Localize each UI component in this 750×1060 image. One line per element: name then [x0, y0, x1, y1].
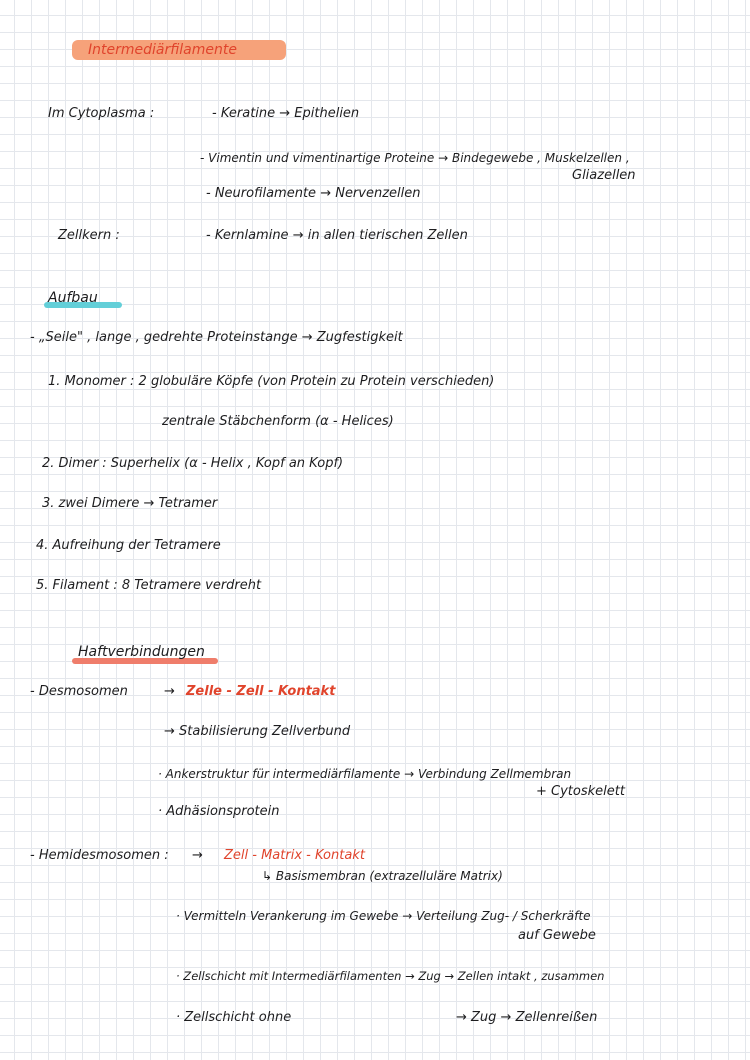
kernlamine-line: - Kernlamine → in allen tierischen Zellen: [206, 228, 468, 243]
ankerstruktur-line: · Ankerstruktur für intermediärfilamente → Verbindung Zellmembran: [158, 767, 572, 781]
page-title: Intermediärfilamente: [88, 42, 237, 58]
vermitteln-line: · Vermitteln Verankerung im Gewebe → Verteilung Zug- / Scherkräfte: [176, 909, 591, 923]
basismembran-line: ↳ Basismembran (extrazelluläre Matrix): [262, 869, 503, 883]
step1-sub-line: zentrale Stäbchenform (α - Helices): [162, 414, 394, 429]
neuro-line: - Neurofilamente → Nervenzellen: [206, 186, 421, 201]
schicht-ohne-line: · Zellschicht ohne: [176, 1010, 292, 1025]
cytoplasm-label: Im Cytoplasma :: [48, 106, 155, 121]
stabilisierung-line: → Stabilisierung Zellverbund: [164, 724, 351, 739]
cytoskelett-line: + Cytoskelett: [536, 784, 625, 799]
seile-line: - „Seile" , lange , gedrehte Proteinstange → Zugfestigkeit: [30, 330, 403, 345]
gewebe-line: auf Gewebe: [518, 928, 596, 943]
keratine-line: - Keratine → Epithelien: [212, 106, 360, 121]
zug-riss-line: → Zug → Zellenreißen: [456, 1010, 598, 1025]
hemidesmosomen-contact: Zell - Matrix - Kontakt: [224, 848, 365, 863]
aufbau-heading: Aufbau: [48, 290, 98, 306]
desmosomen-contact: Zelle - Zell - Kontakt: [186, 684, 336, 699]
glia-line: Gliazellen: [572, 168, 636, 183]
desmosomen-label: - Desmosomen: [30, 684, 128, 699]
adhaesion-line: · Adhäsionsprotein: [158, 804, 280, 819]
step3-line: 3. zwei Dimere → Tetramer: [42, 496, 218, 511]
hemidesmosomen-label: - Hemidesmosomen :: [30, 848, 169, 863]
step5-line: 5. Filament : 8 Tetramere verdreht: [36, 578, 262, 593]
step2-line: 2. Dimer : Superhelix (α - Helix , Kopf an Kopf): [42, 456, 344, 471]
step4-line: 4. Aufreihung der Tetramere: [36, 538, 221, 553]
vimentin-line: - Vimentin und vimentinartige Proteine → Bindegewebe , Muskelzellen ,: [200, 151, 630, 165]
desmosomen-arrow: →: [164, 684, 175, 699]
nucleus-label: Zellkern :: [58, 228, 120, 243]
step1-line: 1. Monomer : 2 globuläre Köpfe (von Protein zu Protein verschieden): [48, 374, 495, 389]
haft-heading: Haftverbindungen: [78, 644, 205, 660]
hemidesmosomen-arrow: →: [192, 848, 203, 863]
schicht-mit-line: · Zellschicht mit Intermediärfilamenten → Zug → Zellen intakt , zusammen: [176, 969, 605, 983]
